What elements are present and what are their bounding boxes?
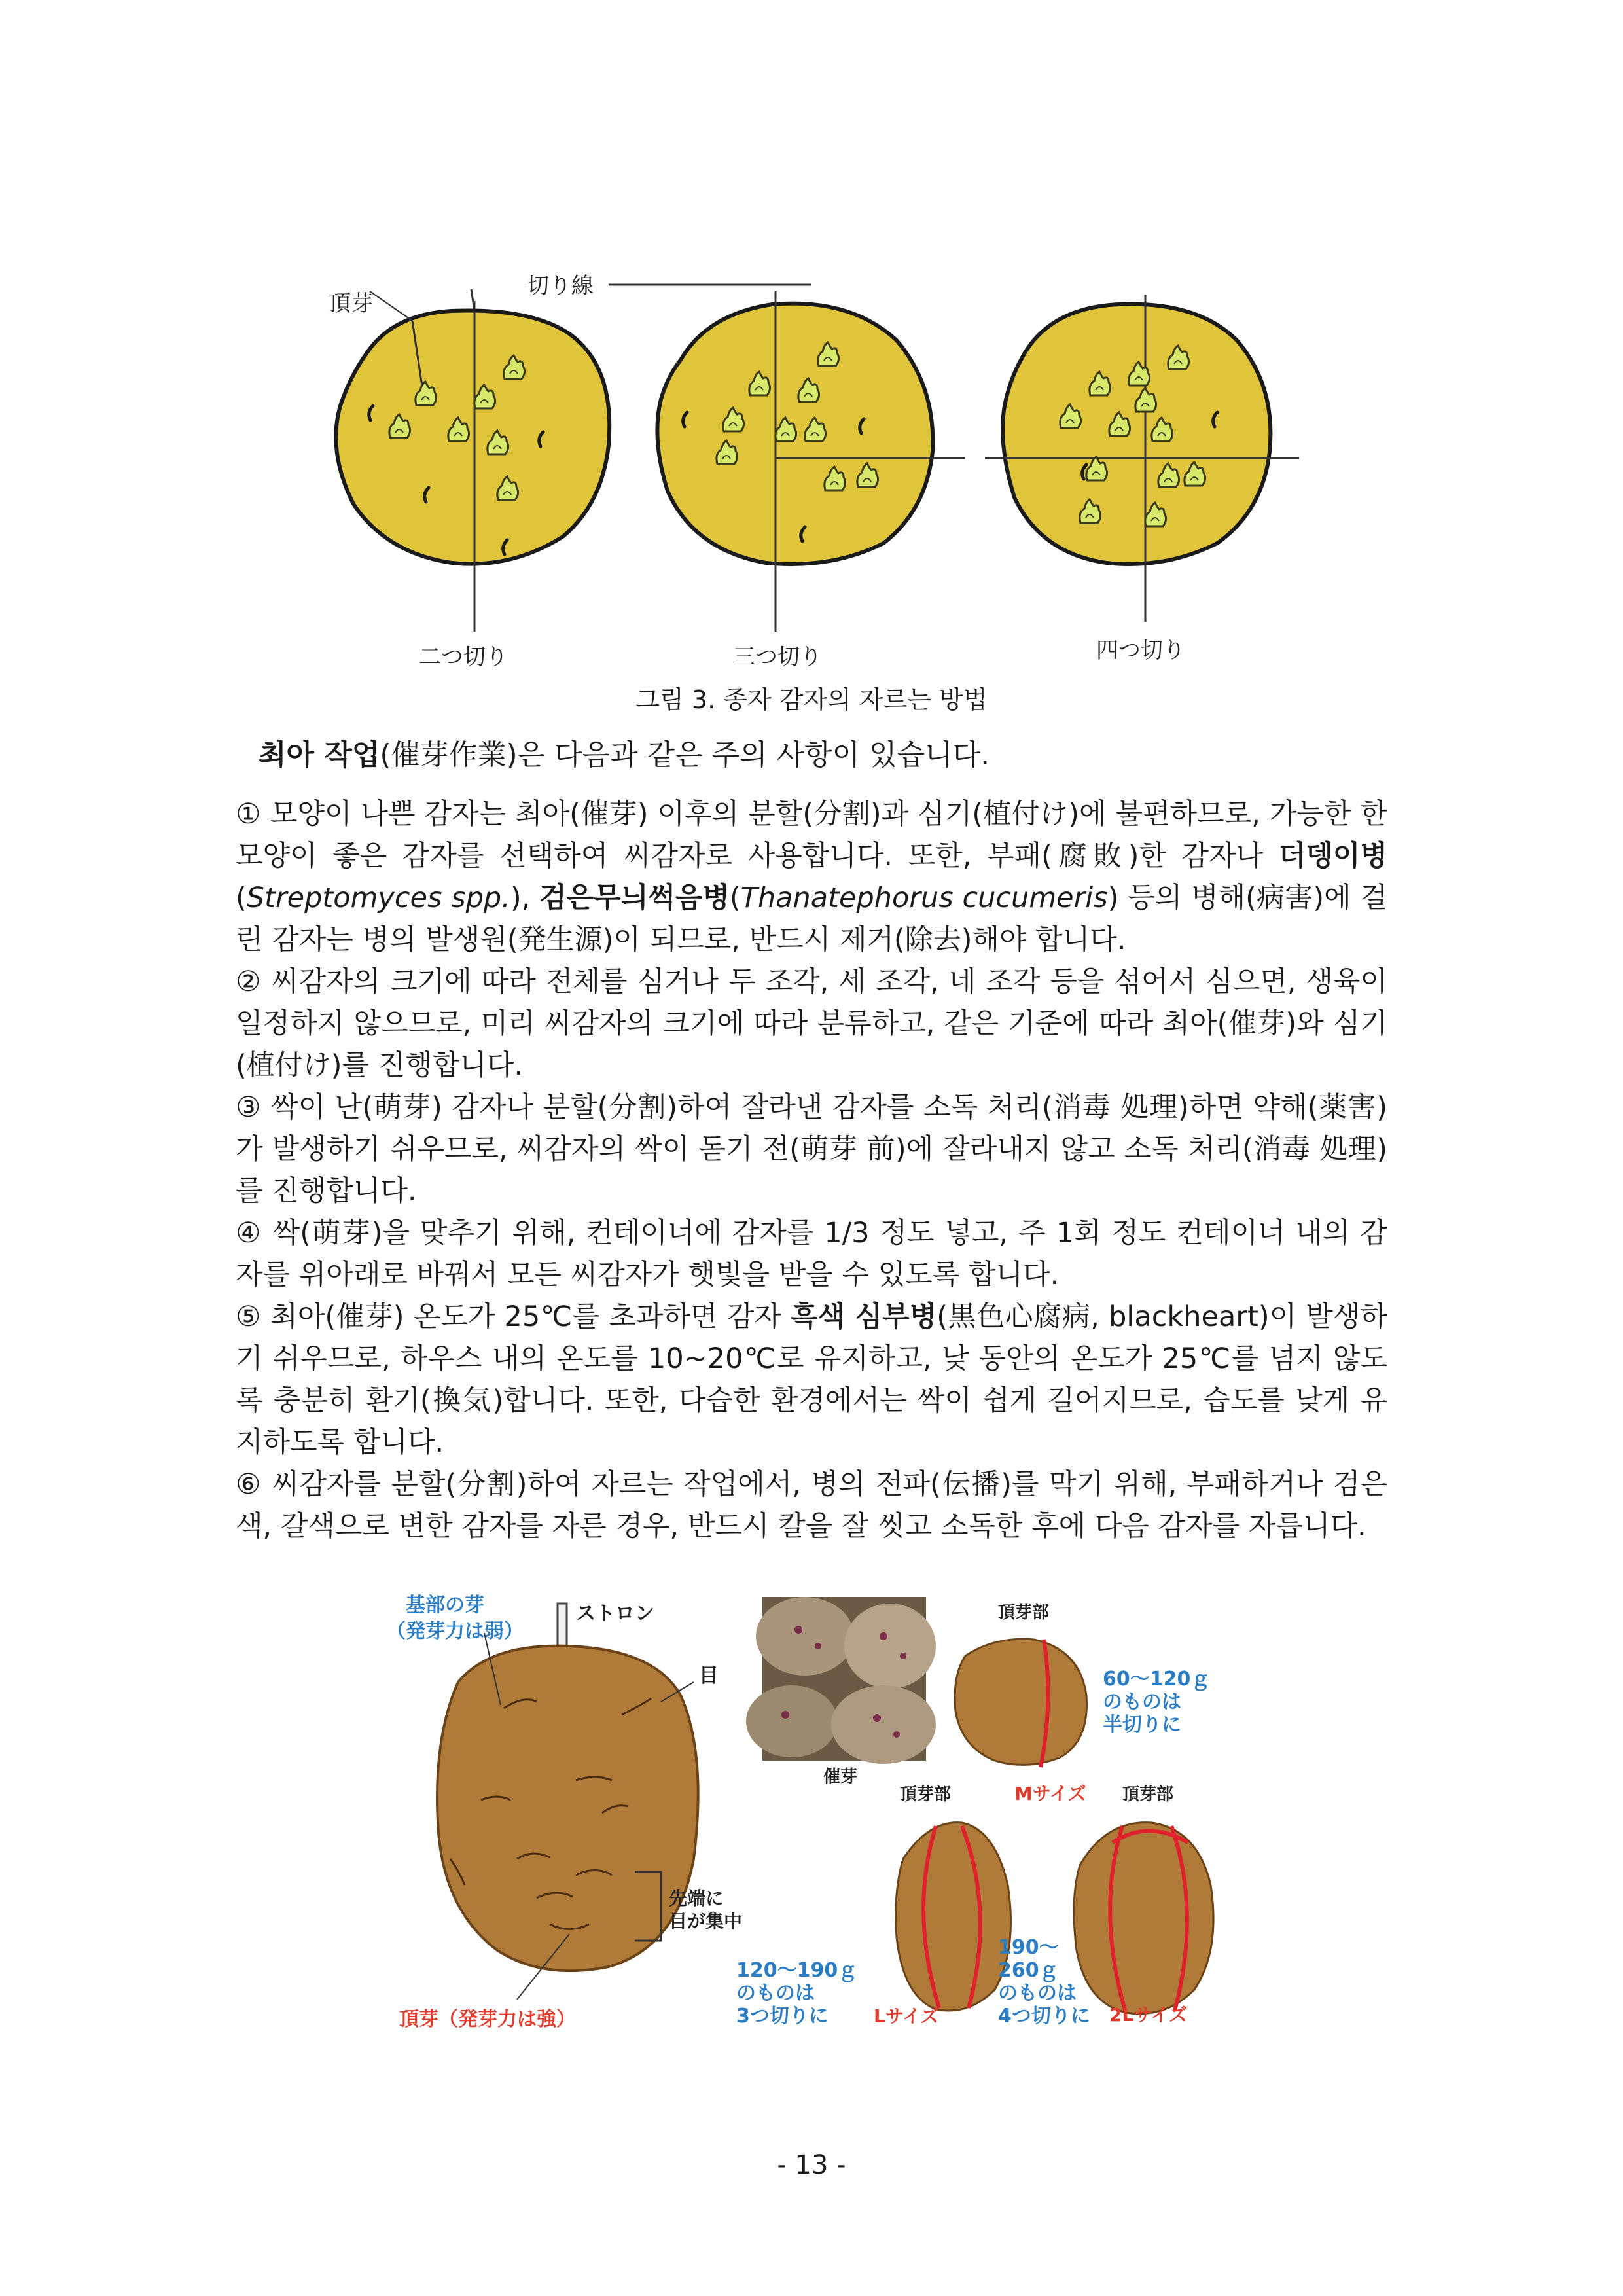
label-l-size: Lサイズ (874, 2005, 939, 2027)
label-base-bud: 基部の芽 (406, 1594, 484, 1617)
item-6: ⑥ 씨감자를 분할(分割)하여 자르는 작업에서, 병의 전파(伝播)를 막기 위해, 부패하거나 검은색, 갈색으로 변한 감자를 자른 경우, 반드시 칼을 잘 씻고 소독한 후에 다음 감자를 자릅니다. (236, 1468, 1387, 1543)
lead-bold-term: 최아 작업 (259, 738, 380, 772)
label-m-half-cut: 半切りに (1103, 1713, 1181, 1736)
lead-text: (催芽作業)은 다음과 같은 주의 사항이 있습니다. (380, 738, 990, 772)
sprouting-potato-photo (746, 1597, 936, 1764)
label-eye: 目 (699, 1664, 719, 1687)
label-two-cut: 二つ切り (419, 644, 508, 670)
label-four-cut: 四つ切り (1096, 637, 1185, 664)
figure-3-caption: 그림 3. 종자 감자의 자르는 방법 (635, 685, 988, 714)
label-apical-bud-strong: 頂芽（発芽力は強） (399, 2008, 576, 2031)
item-2: ② 씨감자의 크기에 따라 전체를 심거나 두 조각, 세 조각, 네 조각 등을 섞어서 심으면, 생육이 일정하지 않으므로, 미리 씨감자의 크기에 따라 분류하고, 같은 기준에 따라 최아(催芽)와 심기(植付け)를 진행합니다. (236, 965, 1387, 1082)
lead-paragraph (259, 734, 990, 776)
label-2l-weight-range: 190～ (998, 1936, 1059, 1959)
label-m-weight: 60～120ｇ (1103, 1668, 1211, 1691)
label-three-cut: 三つ切り (733, 644, 822, 670)
label-2l-size: 2Lサイズ (1109, 2004, 1188, 2026)
label-cut-line: 切り線 (527, 273, 594, 299)
item-3: ③ 싹이 난(萌芽) 감자나 분할(分割)하여 잘라낸 감자를 소독 처리(消毒 処理)하면 약해(薬害)가 발생하기 쉬우므로, 씨감자의 싹이 돋기 전(萌芽 前)에 잘라내지 않고 소독 처리(消毒 処理)를 진행합니다. (236, 1091, 1387, 1208)
potato-m-size (955, 1639, 1087, 1767)
label-base-bud-weak: （発芽力は弱） (386, 1620, 524, 1643)
figure-3-cutting-diagram (288, 255, 1335, 674)
label-l-weight: 120～190ｇ (736, 1959, 858, 1982)
large-potato-illustration (437, 1604, 698, 1971)
label-tip-eyes: 目が集中 (669, 1910, 743, 1932)
label-m-size: Mサイズ (1014, 1783, 1086, 1804)
potato-three-cut (657, 291, 965, 632)
label-apical-bud: 頂芽 (329, 291, 373, 317)
label-l-those: のものは (736, 1982, 815, 2005)
figure-4-seed-potato-guide (386, 1584, 1302, 2055)
label-2l-four-cut: 4つ切りに (998, 2005, 1090, 2028)
potato-two-cut (336, 301, 609, 632)
item-list (236, 793, 1387, 1547)
label-apex-m: 頂芽部 (998, 1603, 1050, 1623)
label-sprouting-photo: 催芽 (823, 1767, 858, 1787)
potato-four-cut (985, 295, 1299, 622)
label-apex-2l: 頂芽部 (1122, 1785, 1174, 1804)
potato-l-size (896, 1823, 1011, 2011)
item-5: ⑤ 최아(催芽) 온도가 25℃를 초과하면 감자 흑색 심부병(黒色心腐病, blackheart)이 발생하기 쉬우므로, 하우스 내의 온도를 10~20℃로 유지하고, 낮 동안의 온도가 25℃를 넘지 않도록 충분히 환기(換気)합니다. 또한, 다습한 환경에서는 싹이 쉽게 길어지므로, 습도를 낮게 유지하도록 합니다. (236, 1300, 1387, 1459)
label-2l-those: のものは (998, 1982, 1077, 2005)
potato-2l-size (1074, 1823, 1213, 2014)
label-l-three-cut: 3つ切りに (736, 2005, 829, 2028)
item-1: ① 모양이 나쁜 감자는 최아(催芽) 이후의 분할(分割)과 심기(植付け)에 불편하므로, 가능한 한 모양이 좋은 감자를 선택하여 씨감자로 사용합니다. 또한, 부패(腐敗)한 감자나 더뎅이병(Streptomyces spp.), 검은무늬썩음병(Thanatephorus cucumeris) 등의 병해(病害)에 걸린 감자는 병의 발생원(発生源)이 되므로, 반드시 제거(除去)해야 합니다. (236, 798, 1387, 956)
label-m-those: のものは (1103, 1691, 1181, 1713)
label-2l-weight: 260ｇ (998, 1959, 1059, 1982)
label-apex-l: 頂芽部 (900, 1785, 952, 1804)
page-number: - 13 - (777, 2150, 846, 2180)
label-tip-concentrated: 先端に (669, 1888, 724, 1909)
label-stolon: ストロン (576, 1602, 654, 1625)
item-4: ④ 싹(萌芽)을 맞추기 위해, 컨테이너에 감자를 1/3 정도 넣고, 주 1회 정도 컨테이너 내의 감자를 위아래로 바꿔서 모든 씨감자가 햇빛을 받을 수 있도록 합니다. (236, 1217, 1387, 1291)
